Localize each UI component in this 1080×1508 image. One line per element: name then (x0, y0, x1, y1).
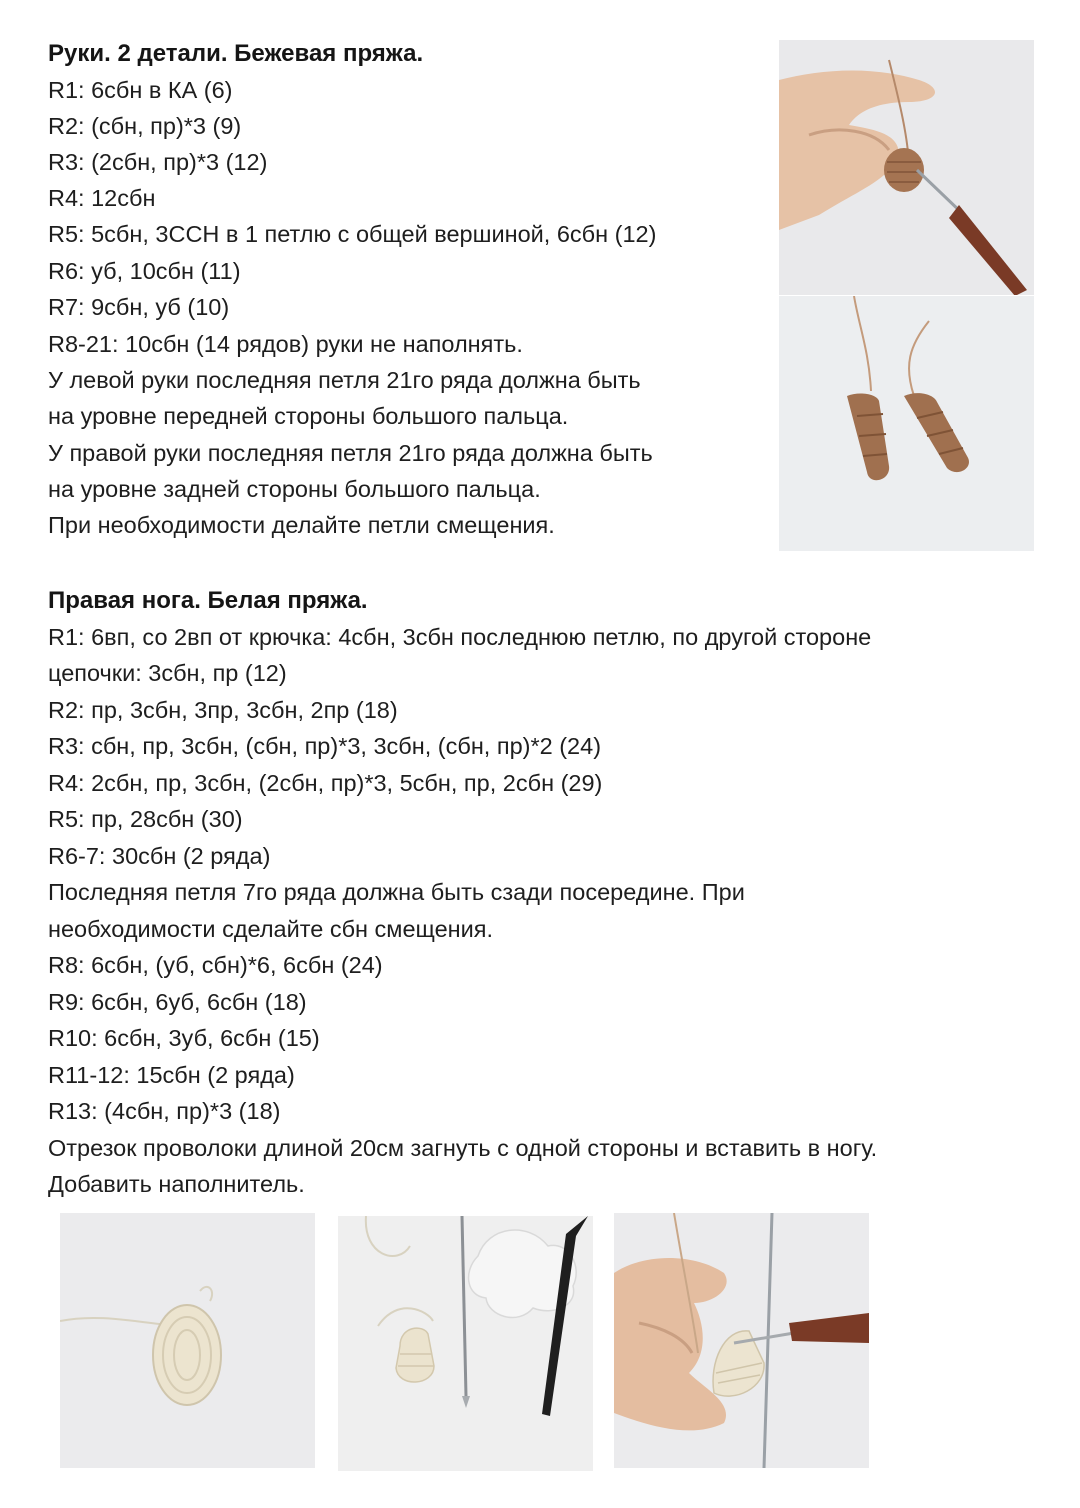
photo-leg-stuffing-wire-image (338, 1216, 593, 1471)
arms-line: R8-21: 10сбн (14 рядов) руки не наполнять. (48, 331, 523, 357)
photo-leg-stuffing-wire (338, 1216, 593, 1471)
photo-finished-arms (779, 296, 1034, 551)
leg-line: Последняя петля 7го ряда должна быть сзади посередине. При (48, 879, 745, 905)
leg-line: R13: (4сбн, пр)*3 (18) (48, 1098, 281, 1124)
arms-line: R7: 9сбн, уб (10) (48, 294, 230, 320)
photo-finished-arms-image (779, 296, 1034, 551)
leg-line: R11-12: 15сбн (2 ряда) (48, 1062, 295, 1088)
photo-hand-leg-hook (614, 1213, 869, 1468)
leg-line: R10: 6сбн, 3уб, 6сбн (15) (48, 1025, 320, 1051)
leg-line: R2: пр, 3сбн, 3пр, 3сбн, 2пр (18) (48, 697, 398, 723)
arms-line: У правой руки последняя петля 21го ряда должна быть (48, 440, 653, 466)
photo-hand-leg-hook-image (614, 1213, 869, 1468)
leg-line: R8: 6сбн, (уб, сбн)*6, 6сбн (24) (48, 952, 383, 978)
leg-line: цепочки: 3сбн, пр (12) (48, 660, 287, 686)
photo-arm-in-progress-image (779, 40, 1034, 295)
arms-line: R6: уб, 10сбн (11) (48, 258, 241, 284)
arms-line: R5: 5сбн, 3ССН в 1 петлю с общей вершиной, 6сбн (12) (48, 221, 657, 247)
leg-line: R4: 2сбн, пр, 3сбн, (2сбн, пр)*3, 5сбн, пр, 2сбн (29) (48, 770, 603, 796)
arms-line: на уровне задней стороны большого пальца. (48, 476, 541, 502)
arms-line: При необходимости делайте петли смещения. (48, 512, 555, 538)
leg-line: необходимости сделайте сбн смещения. (48, 916, 494, 942)
arms-line: У левой руки последняя петля 21го ряда должна быть (48, 367, 641, 393)
leg-line: R9: 6сбн, 6уб, 6сбн (18) (48, 989, 307, 1015)
arms-line: R2: (сбн, пр)*3 (9) (48, 113, 242, 139)
arms-line: R4: 12сбн (48, 185, 156, 211)
leg-line: Отрезок проволоки длиной 20см загнуть с одной стороны и вставить в ногу. (48, 1135, 878, 1161)
leg-line: R6-7: 30сбн (2 ряда) (48, 843, 271, 869)
leg-section-title: Правая нога. Белая пряжа. (48, 587, 368, 614)
photo-oval-sole (60, 1213, 315, 1468)
leg-line: R1: 6вп, со 2вп от крючка: 4сбн, 3сбн последнюю петлю, по другой стороне (48, 624, 872, 650)
leg-line: R5: пр, 28сбн (30) (48, 806, 243, 832)
photo-oval-sole-image (60, 1213, 315, 1468)
arms-line: на уровне передней стороны большого пальца. (48, 403, 569, 429)
arms-line: R1: 6сбн в КА (6) (48, 77, 233, 103)
leg-line: R3: сбн, пр, 3сбн, (сбн, пр)*3, 3сбн, (сбн, пр)*2 (24) (48, 733, 602, 759)
leg-line: Добавить наполнитель. (48, 1171, 305, 1197)
arms-line: R3: (2сбн, пр)*3 (12) (48, 149, 268, 175)
photo-arm-in-progress (779, 40, 1034, 295)
arms-section-title: Руки. 2 детали. Бежевая пряжа. (48, 40, 424, 67)
